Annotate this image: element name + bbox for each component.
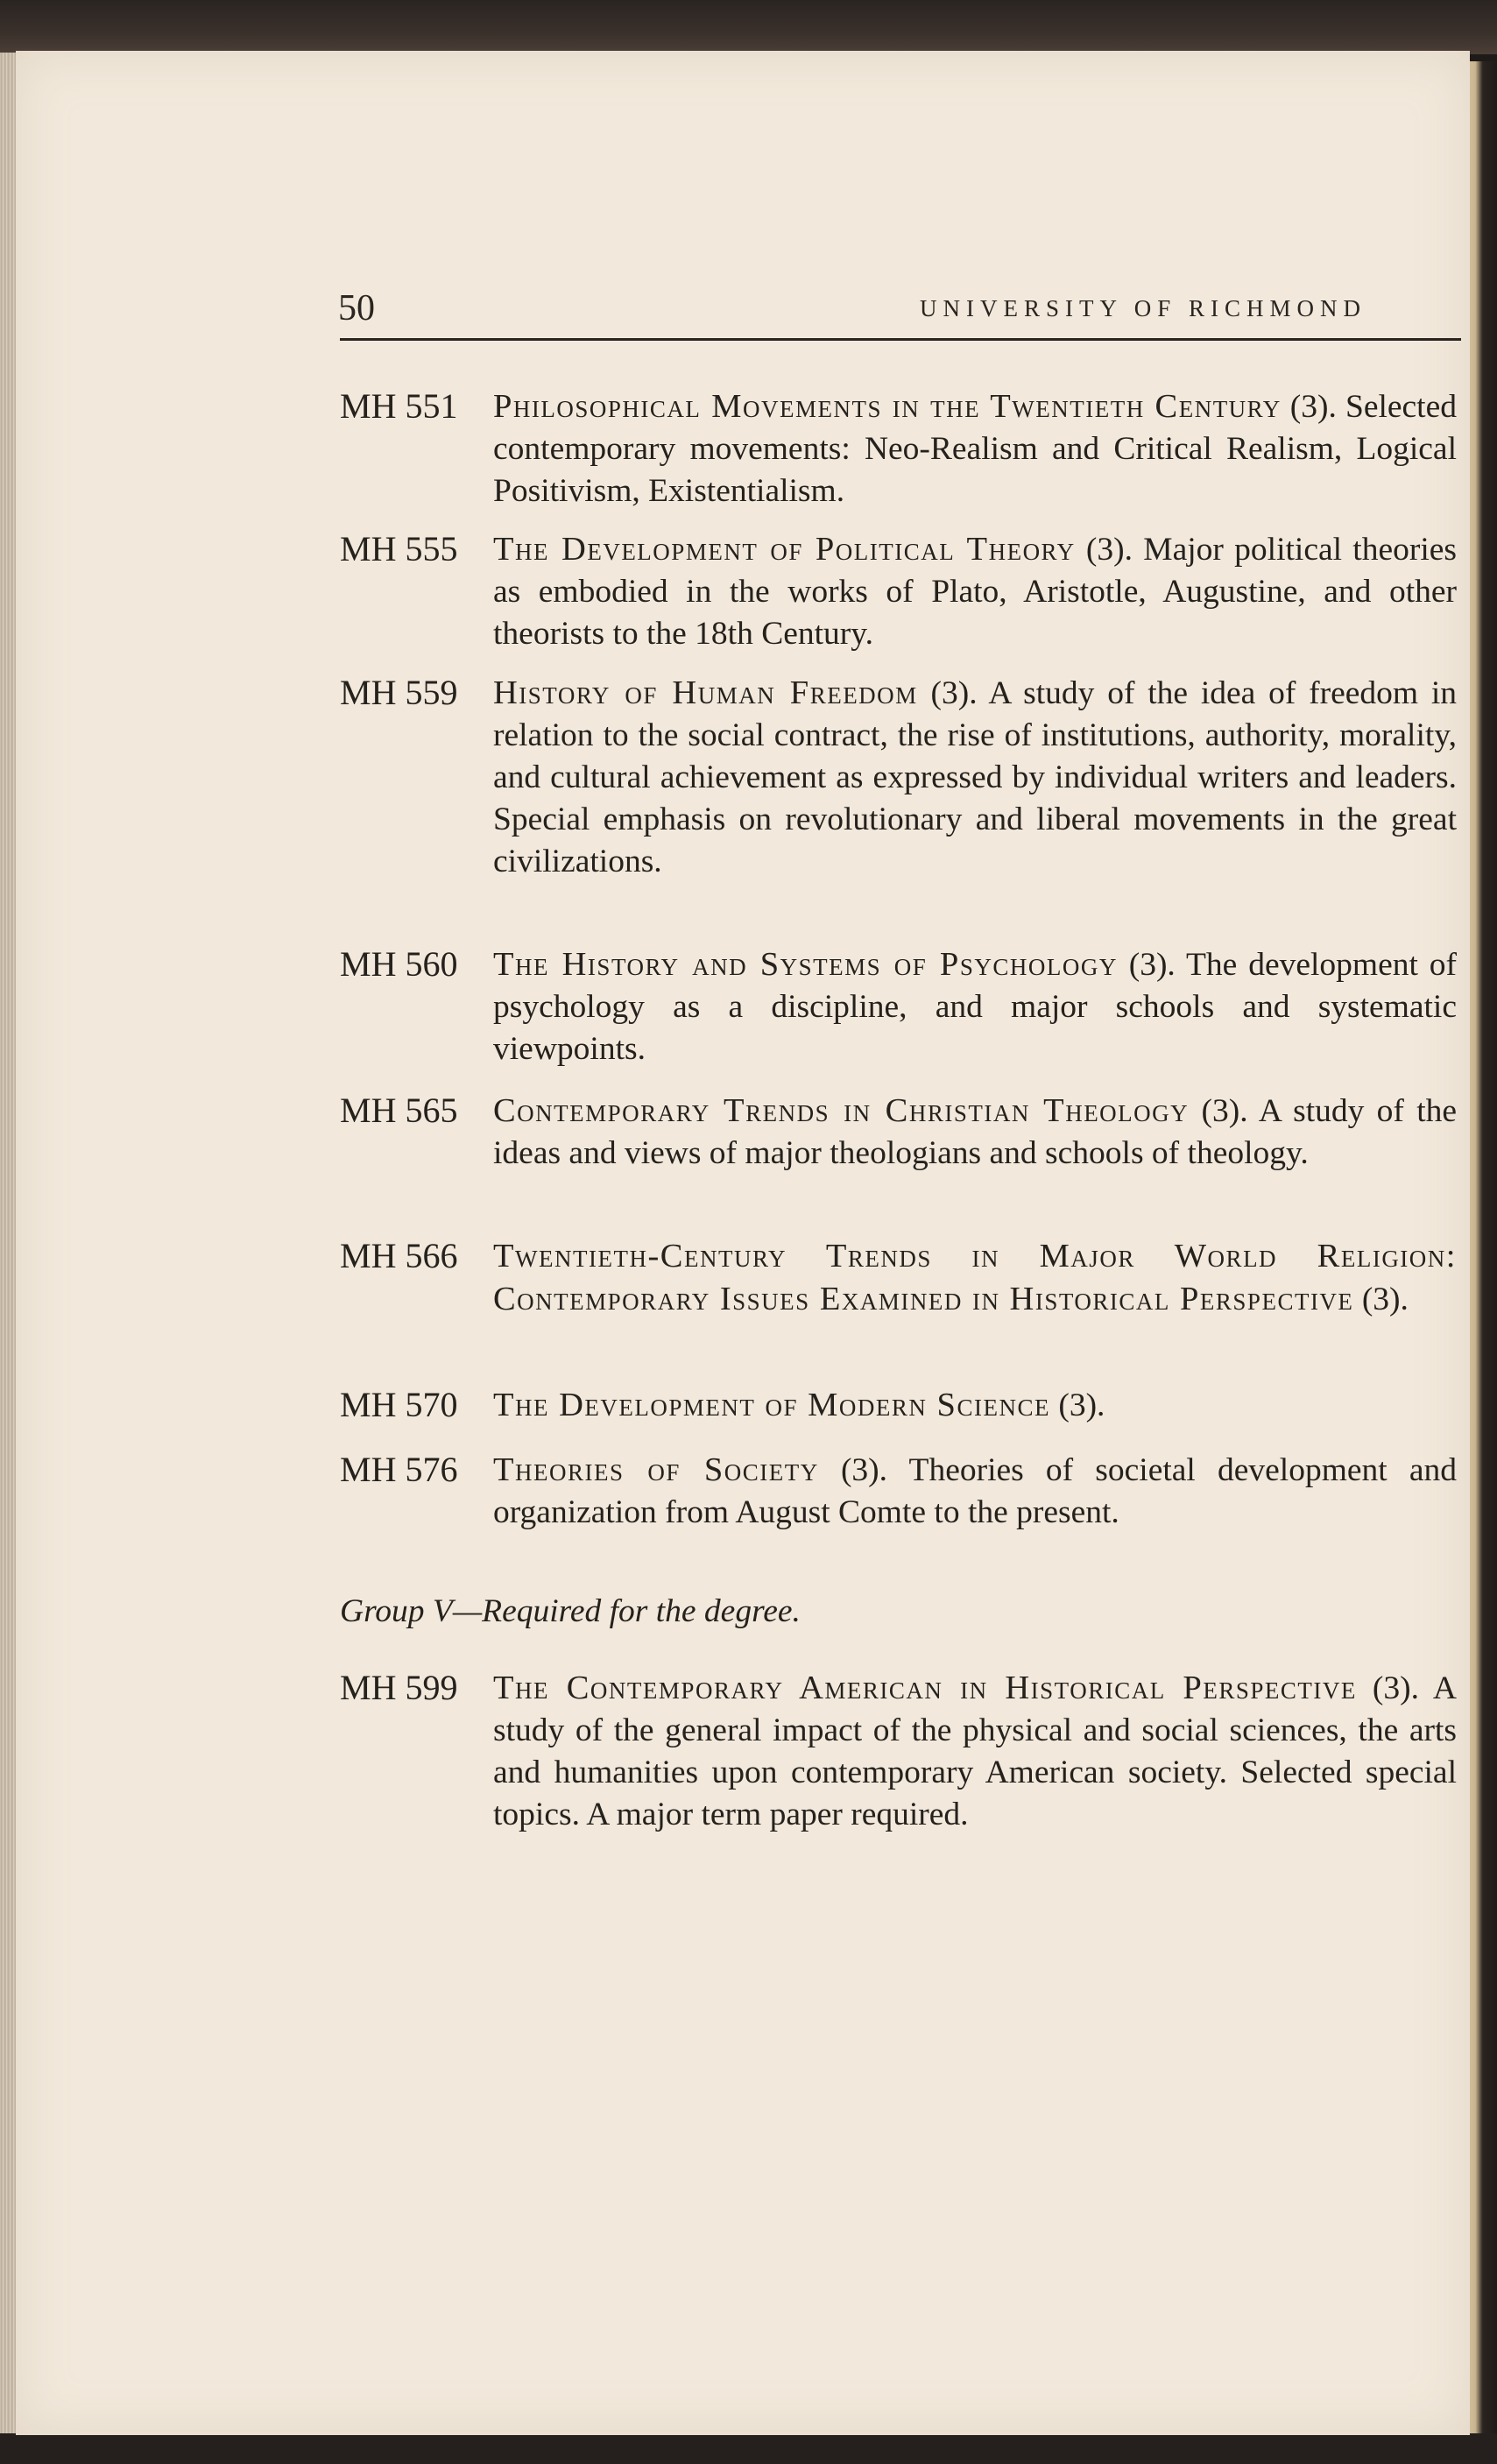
course-credits: (3).: [1372, 1670, 1419, 1706]
course-credits: (3).: [930, 675, 978, 711]
running-head: UNIVERSITY OF RICHMOND: [920, 295, 1367, 321]
course-description: Major political theories as embodied in the works of Plato, Aristotle, Augustine, and other theorists to the 18th Century.: [493, 532, 1457, 652]
course-entry: [340, 943, 1457, 1070]
header-rule: [340, 338, 1461, 341]
course-entry: [340, 385, 1457, 512]
course-credits: (3).: [840, 1452, 888, 1488]
course-description: A study of the ideas and views of major theologians and schools of theology.: [493, 1093, 1458, 1171]
course-description: Theories of societal development and organization from August Comte to the present.: [493, 1452, 1458, 1530]
course-title: History of Human Freedom: [493, 674, 918, 711]
course-code: MH 560: [340, 944, 458, 984]
course-entry: [340, 1449, 1457, 1534]
course-credits: (3).: [1201, 1093, 1248, 1129]
course-code: MH 555: [340, 529, 458, 568]
course-title: The Contemporary American in Historical Perspective: [493, 1670, 1357, 1706]
course-description: A study of the idea of freedom in relation to the social contract, the rise of institutions, authority, morality, and cultural achievement as expressed by individual writers and leaders. Special emphasis on revolutionary and liberal movements in the great civilizations.: [493, 675, 1458, 879]
course-entry: [340, 1090, 1457, 1175]
course-credits: (3).: [1289, 389, 1337, 425]
course-description: Selected contemporary movements: Neo-Realism and Critical Realism, Logical Positivism, Existentialism.: [493, 389, 1457, 509]
course-code: MH 566: [340, 1236, 458, 1275]
course-entry: [340, 1384, 1457, 1427]
page-number: 50: [338, 288, 375, 328]
course-entry: [340, 672, 1457, 883]
course-entry: [340, 528, 1457, 655]
course-title: The History and Systems of Psychology: [493, 946, 1118, 983]
course-entry: [340, 1667, 1457, 1836]
group-heading: Group V—Required for the degree.: [340, 1593, 801, 1629]
course-title: Twentieth-Century Trends in Major World Religion: Contemporary Issues Examined in Historical Perspective: [493, 1238, 1457, 1317]
course-code: MH 559: [340, 673, 458, 712]
course-title: Philosophical Movements in the Twentieth Century: [493, 388, 1282, 425]
course-title: The Development of Modern Science: [493, 1387, 1050, 1423]
course-description: A study of the general impact of the physical and social sciences, the arts and humanities upon contemporary American society. Selected special topics. A major term paper required.: [493, 1670, 1457, 1832]
course-code: MH 576: [340, 1450, 458, 1489]
course-credits: (3).: [1128, 947, 1176, 983]
scan-top-edge: [0, 0, 1497, 54]
course-code: MH 599: [340, 1668, 458, 1707]
course-title: Contemporary Trends in Christian Theology: [493, 1092, 1190, 1129]
course-credits: (3).: [1361, 1281, 1409, 1317]
scan-bottom-edge: [0, 2433, 1497, 2464]
course-entry: [340, 1235, 1457, 1321]
course-code: MH 551: [340, 386, 458, 426]
course-credits: (3).: [1085, 532, 1133, 568]
course-code: MH 570: [340, 1385, 458, 1424]
course-description: The development of psychology as a discipline, and major schools and systematic viewpoints.: [493, 947, 1457, 1067]
course-title: Theories of Society: [493, 1451, 819, 1488]
course-title: The Development of Political Theory: [493, 531, 1076, 568]
course-credits: (3).: [1058, 1387, 1105, 1423]
course-code: MH 565: [340, 1091, 458, 1130]
